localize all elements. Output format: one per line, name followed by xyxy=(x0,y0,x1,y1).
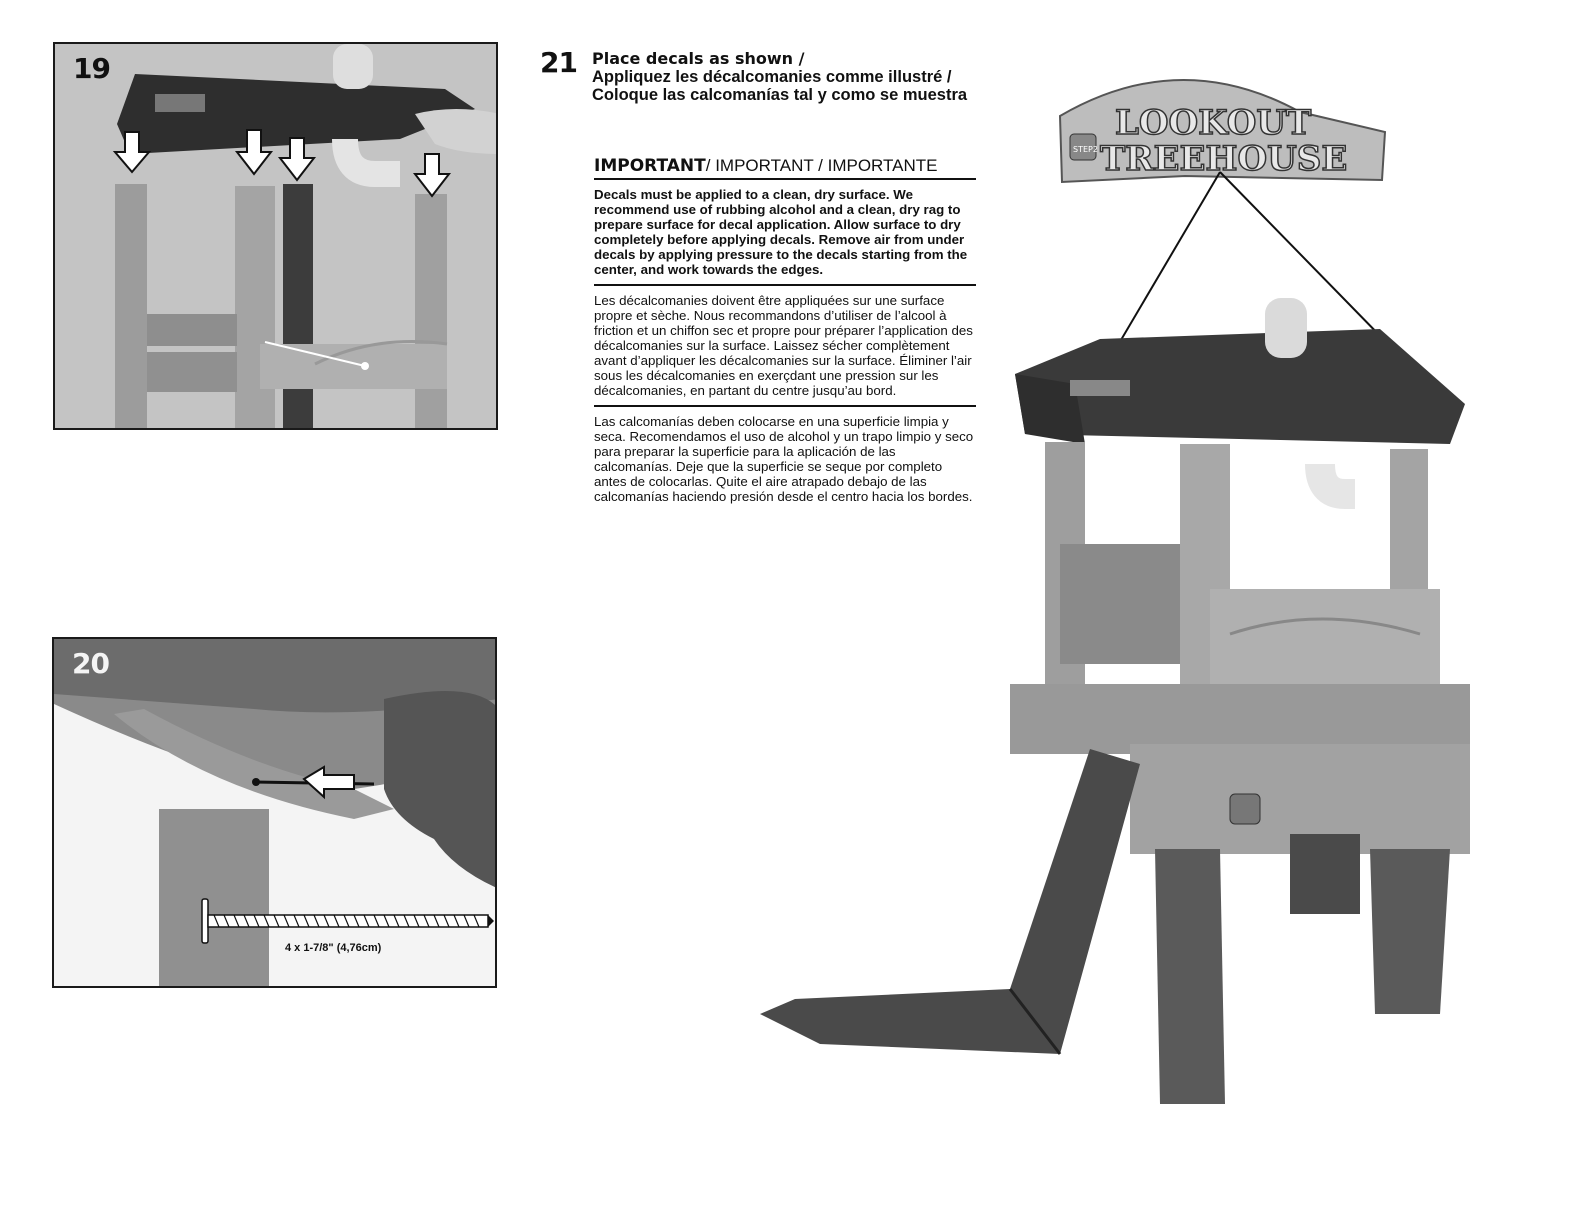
decal-line2: TREEHOUSE xyxy=(1100,139,1348,179)
paragraph-spanish: Las calcomanías deben colocarse en una superficie limpia y seca. Recomendamos el uso de alcohol y un trapo limpio y seco para preparar la superficie para la aplicación de las calcomanías. Deje que la superficie se seque por completo antes de colocarlas. Quite el aire atrapado debajo de las calcomanías haciendo presión desde el centro hacia los bordes. xyxy=(594,414,974,504)
step-19-panel xyxy=(53,42,498,430)
post-right xyxy=(415,194,447,430)
ladder xyxy=(1290,834,1360,914)
back-panel xyxy=(1060,544,1180,664)
decal-logo: STEP2 xyxy=(1073,145,1098,154)
step2-logo-icon xyxy=(1230,794,1260,824)
heading-english: Place decals as shown / xyxy=(592,49,805,68)
leg-front-left xyxy=(1155,849,1225,1104)
post-dark xyxy=(283,184,313,430)
leg-front-right xyxy=(1370,849,1450,1014)
important-strong: IMPORTANT xyxy=(594,156,706,176)
slide xyxy=(760,749,1140,1054)
important-rest: / IMPORTANT / IMPORTANTE xyxy=(705,156,938,175)
leg xyxy=(159,809,269,988)
screw-spec-label: 4 x 1-7/8" (4,76cm) xyxy=(285,942,382,954)
roof-decal xyxy=(1070,380,1130,396)
step-20-illustration xyxy=(54,639,497,988)
platform xyxy=(1010,684,1470,754)
heading-french: Appliquez les décalcomanies comme illustré / xyxy=(592,68,952,86)
step-21-illustration xyxy=(760,54,1520,1224)
post-middle xyxy=(235,186,275,430)
step-21-number: 21 xyxy=(540,46,577,79)
paragraph-french: Les décalcomanies doivent être appliquées sur une surface propre et sèche. Nous recommandons d’utiliser de l’alcool à friction et un chiffon sec et propre pour préparer l’application des décalcomanies sur la surface. Laissez sécher complètement avant d’appliquer les décalcomanies sur la surface. Éliminer l’air sous les décalcomanies en exerçdant une pression sur les décalcomanies, en partant du centre jusqu’au bord. xyxy=(594,293,976,407)
step-20-number: 20 xyxy=(72,647,109,680)
lookout-treehouse-decal xyxy=(1060,80,1385,182)
paragraph-english: Decals must be applied to a clean, dry surface. We recommend use of rubbing alcohol and a clean, dry rag to prepare surface for decal application. Allow surface to dry completely before applying decals. Remove air from under decals by applying pressure to the decals starting from the center, and work towards the edges. xyxy=(594,187,976,286)
heading-spanish: Coloque las calcomanías tal y como se muestra xyxy=(592,86,968,104)
pipe xyxy=(1265,298,1307,358)
step-19-illustration xyxy=(55,44,498,430)
post-left xyxy=(115,184,147,430)
decal-line1: LOOKOUT xyxy=(1115,103,1312,143)
step-19-number: 19 xyxy=(73,52,110,85)
step-20-panel xyxy=(52,637,497,988)
small-decal xyxy=(155,94,205,112)
